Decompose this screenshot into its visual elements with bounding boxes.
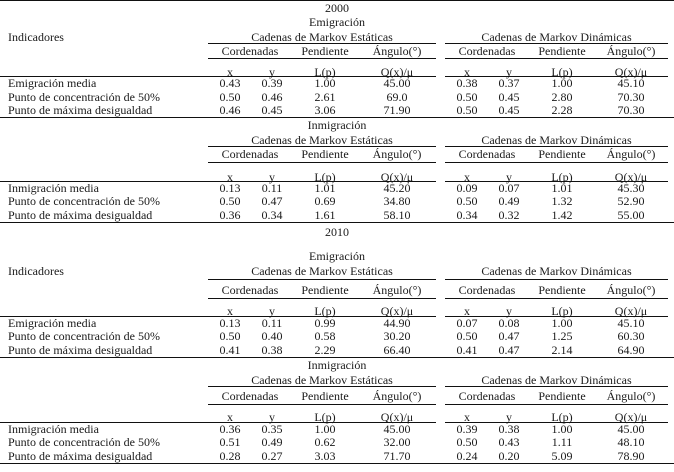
cell-dynamic: 1.11 xyxy=(551,435,573,449)
cell-static: 1.61 xyxy=(314,208,336,222)
cell-dynamic: 0.50 xyxy=(456,103,478,117)
column-header-col_x-dynamic: x xyxy=(464,65,470,79)
column-header-col_q-dynamic: Q(x)/μ xyxy=(614,65,648,79)
subheader-angle-dynamic: Ángulo(°) xyxy=(606,44,656,58)
subheader-slope-dynamic: Pendiente xyxy=(538,147,586,161)
cell-dynamic: 0.37 xyxy=(498,76,520,90)
row-label: Punto de concentración de 50% xyxy=(8,90,160,104)
indicadores-header: Indicadores xyxy=(8,30,64,44)
cell-dynamic: 0.09 xyxy=(456,181,478,195)
group-header-dynamic: Cadenas de Markov Dinámicas xyxy=(481,264,632,278)
cell-static: 34.80 xyxy=(383,194,411,208)
subheader-coord-dynamic: Cordenadas xyxy=(458,283,516,297)
cell-dynamic: 78.90 xyxy=(617,449,645,463)
column-header-col_q-dynamic: Q(x)/μ xyxy=(614,304,648,318)
section-title: Emigración xyxy=(309,249,365,263)
cell-static: 44.90 xyxy=(383,316,411,330)
cell-static: 0.40 xyxy=(261,329,283,343)
column-header-col_y-dynamic: y xyxy=(506,170,512,184)
subheader-slope-static: Pendiente xyxy=(301,389,349,403)
cell-dynamic: 45.00 xyxy=(617,422,645,436)
group-header-static: Cadenas de Markov Estáticas xyxy=(251,264,393,278)
column-header-col_y-dynamic: y xyxy=(506,65,512,79)
cell-static: 45.00 xyxy=(383,76,411,90)
indicadores-header: Indicadores xyxy=(8,264,64,278)
cell-static: 2.61 xyxy=(314,90,336,104)
cell-static: 30.20 xyxy=(383,329,411,343)
cell-dynamic: 0.38 xyxy=(456,76,478,90)
cell-static: 0.46 xyxy=(219,103,241,117)
cell-dynamic: 60.30 xyxy=(617,329,645,343)
cell-static: 0.58 xyxy=(314,329,336,343)
subheader-underline-dynamic xyxy=(445,404,668,405)
subheader-angle-static: Ángulo(°) xyxy=(372,389,422,403)
row-label: Punto de concentración de 50% xyxy=(8,329,160,343)
cell-dynamic: 0.45 xyxy=(498,103,520,117)
column-header-col_y-dynamic: y xyxy=(506,410,512,424)
cell-dynamic: 0.39 xyxy=(456,422,478,436)
cell-dynamic: 0.47 xyxy=(498,343,520,357)
cell-dynamic: 1.32 xyxy=(551,194,573,208)
cell-dynamic: 48.10 xyxy=(617,435,645,449)
subheader-slope-dynamic: Pendiente xyxy=(538,283,586,297)
cell-dynamic: 0.50 xyxy=(456,435,478,449)
cell-dynamic: 2.28 xyxy=(551,103,573,117)
group-underline-static xyxy=(208,386,436,387)
cell-dynamic: 1.00 xyxy=(551,316,573,330)
cell-dynamic: 1.01 xyxy=(551,181,573,195)
cell-static: 1.00 xyxy=(314,76,336,90)
cell-dynamic: 0.08 xyxy=(498,316,520,330)
row-label: Punto de máxima desigualdad xyxy=(8,208,153,222)
cell-static: 0.35 xyxy=(261,422,283,436)
group-header-dynamic: Cadenas de Markov Dinámicas xyxy=(481,30,632,44)
cell-static: 0.27 xyxy=(261,449,283,463)
subheader-angle-static: Ángulo(°) xyxy=(372,147,422,161)
cell-static: 69.0 xyxy=(386,90,408,104)
cell-static: 0.11 xyxy=(261,316,283,330)
cell-dynamic: 2.14 xyxy=(551,343,573,357)
subheader-angle-dynamic: Ángulo(°) xyxy=(606,147,656,161)
cell-static: 45.00 xyxy=(383,422,411,436)
group-header-dynamic: Cadenas de Markov Dinámicas xyxy=(481,373,632,387)
column-header-col_x-dynamic: x xyxy=(464,304,470,318)
cell-static: 0.49 xyxy=(261,435,283,449)
cell-dynamic: 5.09 xyxy=(551,449,573,463)
cell-static: 0.62 xyxy=(314,435,336,449)
cell-static: 2.29 xyxy=(314,343,336,357)
column-header-col_lp-static: L(p) xyxy=(314,304,336,318)
cell-static: 58.10 xyxy=(383,208,411,222)
column-header-col_lp-dynamic: L(p) xyxy=(551,170,573,184)
cell-dynamic: 0.38 xyxy=(498,422,520,436)
subheader-angle-static: Ángulo(°) xyxy=(372,283,422,297)
cell-dynamic: 0.41 xyxy=(456,343,478,357)
cell-dynamic: 0.47 xyxy=(498,329,520,343)
cell-dynamic: 0.24 xyxy=(456,449,478,463)
cell-static: 0.50 xyxy=(219,194,241,208)
cell-static: 0.43 xyxy=(219,76,241,90)
section-title: Inmigración xyxy=(307,118,367,132)
cell-static: 1.01 xyxy=(314,181,336,195)
cell-static: 0.99 xyxy=(314,316,336,330)
column-header-col_q-static: Q(x)/μ xyxy=(380,65,414,79)
cell-dynamic: 45.10 xyxy=(617,76,645,90)
row-label: Punto de máxima desigualdad xyxy=(8,449,153,463)
column-header-col_y-static: y xyxy=(269,65,275,79)
cell-static: 0.41 xyxy=(219,343,241,357)
cell-dynamic: 52.90 xyxy=(617,194,645,208)
cell-dynamic: 0.43 xyxy=(498,435,520,449)
row-label: Inmigración media xyxy=(8,181,99,195)
cell-dynamic: 45.30 xyxy=(617,181,645,195)
cell-dynamic: 0.34 xyxy=(456,208,478,222)
cell-static: 3.03 xyxy=(314,449,336,463)
row-label: Emigración media xyxy=(8,316,97,330)
group-underline-dynamic xyxy=(445,279,668,280)
group-underline-static xyxy=(208,279,436,280)
cell-static: 0.36 xyxy=(219,422,241,436)
subheader-coord-dynamic: Cordenadas xyxy=(458,389,516,403)
cell-dynamic: 0.49 xyxy=(498,194,520,208)
column-header-col_x-static: x xyxy=(227,170,233,184)
column-header-col_lp-dynamic: L(p) xyxy=(551,65,573,79)
cell-dynamic: 1.25 xyxy=(551,329,573,343)
section-bottom-rule xyxy=(0,222,674,223)
cell-dynamic: 0.20 xyxy=(498,449,520,463)
cell-static: 71.70 xyxy=(383,449,411,463)
section-title: Inmigración xyxy=(307,358,367,372)
cell-dynamic: 55.00 xyxy=(617,208,645,222)
subheader-slope-static: Pendiente xyxy=(301,147,349,161)
cell-dynamic: 0.07 xyxy=(456,316,478,330)
cell-static: 71.90 xyxy=(383,103,411,117)
section-bottom-rule xyxy=(0,463,674,464)
column-header-col_lp-static: L(p) xyxy=(314,65,336,79)
subheader-underline-dynamic xyxy=(445,298,668,299)
subheader-coord-dynamic: Cordenadas xyxy=(458,147,516,161)
column-header-col_lp-static: L(p) xyxy=(314,170,336,184)
cell-static: 66.40 xyxy=(383,343,411,357)
year-heading: 2000 xyxy=(325,1,349,15)
cell-dynamic: 2.80 xyxy=(551,90,573,104)
cell-static: 0.47 xyxy=(261,194,283,208)
cell-static: 1.00 xyxy=(314,422,336,436)
cell-static: 32.00 xyxy=(383,435,411,449)
column-header-col_y-dynamic: y xyxy=(506,304,512,318)
cell-dynamic: 0.50 xyxy=(456,90,478,104)
cell-dynamic: 70.30 xyxy=(617,103,645,117)
subheader-slope-dynamic: Pendiente xyxy=(538,44,586,58)
subheader-angle-dynamic: Ángulo(°) xyxy=(606,283,656,297)
subheader-underline-static xyxy=(208,404,436,405)
cell-static: 0.39 xyxy=(261,76,283,90)
cell-dynamic: 0.07 xyxy=(498,181,520,195)
cell-dynamic: 0.50 xyxy=(456,329,478,343)
group-underline-dynamic xyxy=(445,386,668,387)
cell-static: 3.06 xyxy=(314,103,336,117)
group-header-static: Cadenas de Markov Estáticas xyxy=(251,373,393,387)
column-header-col_lp-dynamic: L(p) xyxy=(551,304,573,318)
group-header-static: Cadenas de Markov Estáticas xyxy=(251,133,393,147)
column-header-col_lp-dynamic: L(p) xyxy=(551,410,573,424)
subheader-coord-static: Cordenadas xyxy=(221,283,279,297)
cell-static: 0.50 xyxy=(219,90,241,104)
cell-dynamic: 1.00 xyxy=(551,76,573,90)
row-label: Emigración media xyxy=(8,76,97,90)
column-header-col_y-static: y xyxy=(269,410,275,424)
subheader-coord-dynamic: Cordenadas xyxy=(458,44,516,58)
subheader-angle-static: Ángulo(°) xyxy=(372,44,422,58)
cell-dynamic: 1.42 xyxy=(551,208,573,222)
row-label: Punto de máxima desigualdad xyxy=(8,103,153,117)
cell-static: 0.50 xyxy=(219,329,241,343)
row-label: Punto de máxima desigualdad xyxy=(8,343,153,357)
subheader-underline-static xyxy=(208,298,436,299)
cell-static: 0.45 xyxy=(261,103,283,117)
row-label: Punto de concentración de 50% xyxy=(8,194,160,208)
row-label: Punto de concentración de 50% xyxy=(8,435,160,449)
cell-dynamic: 64.90 xyxy=(617,343,645,357)
section-title: Emigración xyxy=(309,15,365,29)
subheader-slope-static: Pendiente xyxy=(301,44,349,58)
cell-static: 0.69 xyxy=(314,194,336,208)
cell-static: 0.51 xyxy=(219,435,241,449)
cell-static: 0.13 xyxy=(219,316,241,330)
subheader-slope-dynamic: Pendiente xyxy=(538,389,586,403)
cell-dynamic: 0.50 xyxy=(456,194,478,208)
column-header-col_q-static: Q(x)/μ xyxy=(380,170,414,184)
group-header-static: Cadenas de Markov Estáticas xyxy=(251,30,393,44)
cell-dynamic: 70.30 xyxy=(617,90,645,104)
cell-static: 0.13 xyxy=(219,181,241,195)
column-header-col_x-static: x xyxy=(227,65,233,79)
column-header-col_x-dynamic: x xyxy=(464,170,470,184)
column-header-col_x-static: x xyxy=(227,410,233,424)
column-header-col_y-static: y xyxy=(269,170,275,184)
column-header-col_x-dynamic: x xyxy=(464,410,470,424)
subheader-coord-static: Cordenadas xyxy=(221,44,279,58)
cell-dynamic: 1.00 xyxy=(551,422,573,436)
cell-static: 45.20 xyxy=(383,181,411,195)
column-header-col_y-static: y xyxy=(269,304,275,318)
column-header-col_x-static: x xyxy=(227,304,233,318)
column-header-col_q-static: Q(x)/μ xyxy=(380,304,414,318)
cell-dynamic: 45.10 xyxy=(617,316,645,330)
cell-static: 0.46 xyxy=(261,90,283,104)
subheader-slope-static: Pendiente xyxy=(301,283,349,297)
subheader-underline-dynamic xyxy=(445,162,668,163)
year-heading: 2010 xyxy=(325,225,349,239)
cell-static: 0.36 xyxy=(219,208,241,222)
subheader-underline-static xyxy=(208,58,436,59)
cell-static: 0.11 xyxy=(261,181,283,195)
column-header-col_lp-static: L(p) xyxy=(314,410,336,424)
cell-static: 0.28 xyxy=(219,449,241,463)
column-header-col_q-static: Q(x)/μ xyxy=(380,410,414,424)
row-label: Inmigración media xyxy=(8,422,99,436)
subheader-underline-dynamic xyxy=(445,58,668,59)
cell-static: 0.34 xyxy=(261,208,283,222)
cell-static: 0.38 xyxy=(261,343,283,357)
subheader-angle-dynamic: Ángulo(°) xyxy=(606,389,656,403)
cell-dynamic: 0.45 xyxy=(498,90,520,104)
cell-dynamic: 0.32 xyxy=(498,208,520,222)
subheader-coord-static: Cordenadas xyxy=(221,389,279,403)
subheader-underline-static xyxy=(208,162,436,163)
column-header-col_q-dynamic: Q(x)/μ xyxy=(614,410,648,424)
group-header-dynamic: Cadenas de Markov Dinámicas xyxy=(481,133,632,147)
subheader-coord-static: Cordenadas xyxy=(221,147,279,161)
column-header-col_q-dynamic: Q(x)/μ xyxy=(614,170,648,184)
